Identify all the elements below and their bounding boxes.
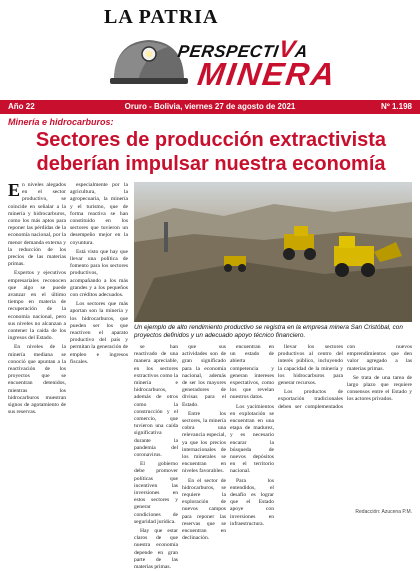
mining-scene-illustration: [134, 182, 412, 322]
paragraph: En niveles de la minería mediana se conoció que apuntan a la reactivación de los proyectos que se encuentran detenidos, mientras los hidrocarburos muestran signos de agotamiento de sus reservas.: [8, 344, 66, 416]
paragraph: En el sector de hidrocarburos, se requiere la exploración de nuevos campos para reponer las reservas que se encuentran en declinación.: [182, 477, 226, 542]
paragraph: que sus actividades son de gran significado para la economía nacional, además de ser los mayores generadores de divisas para el Estado.: [182, 344, 226, 408]
paragraph: n niveles alegados en el sector productivo, se coincide en señalar a la minería y hidrocarburos, como los más aptos para reponer las pérdidas de la economía nacional, por la menor demanda externa y la reducción de los precios de las materias primas.: [8, 182, 66, 268]
paragraph: El gobierno debe promover políticas que incentiven las inversiones en estos sectores y generar condiciones de seguridad jurídica.: [134, 461, 178, 525]
article-column-5: [230, 344, 274, 527]
photo-caption: Un ejemplo de alto rendimiento productivo se registra en la empresa minera San Cristóbal, con proyectos definidos y un adecuado apoyo técnico financiero.: [134, 324, 403, 339]
paragraph: Entre los sectores, la minería cobra una relevancia especial, ya que los precios internacionales de los minerales se encuentran en niveles favorables.: [182, 410, 226, 475]
paragraph: Para los entendidos, el desafío es lograr que el Estado apoye con inversiones en infraestructura.: [230, 477, 274, 527]
paragraph: se han reactivado de una manera apreciable, en los sectores extractivos como la minería e hidrocarburos, además de otros como la construcción y el comercio, que tuvieron una caída significativa durante la pandemia del coronavirus.: [134, 344, 178, 459]
article-column-6: [278, 344, 412, 504]
paragraph: Los productos de exportación tradicionales deben ser complementados con nuevos emprendimientos que den valor agregado a las materias primas.: [278, 344, 412, 410]
paragraph: Los sectores que más aportan son la minería y los hidrocarburos, que pueden ser los que reactiven el aparato productivo del país y permitan la generación de empleo e ingresos fiscales.: [70, 301, 128, 365]
paragraph: llevar los sectores productivos al centro del interés público, incluyendo la capacidad de la minería y los hidrocarburos para generar recursos.: [278, 344, 343, 387]
paragraph: Está visto que hay que llevar una política de fomento para los sectores productivos, acompañando a los más grandes y a los pequeños con créditos adecuados.: [70, 248, 128, 299]
paragraph: Expertos y ejecutivos empresariales reconocen que algo se puede avanzar en el último tiempo en materia de recuperación de la economía nacional, pero sus niveles no alcanzan a contener la caída de los ingresos del Estado.: [8, 270, 66, 342]
supplement-title-bottom: MINERA: [195, 56, 339, 92]
dropcap: E: [8, 180, 21, 200]
paragraph: Los yacimientos en explotación se encuentran en una etapa de madurez, y es necesario encarar la búsqueda de nuevos depósitos en el territorio nacional.: [230, 403, 274, 475]
supplement-title-top: PERSPECTIVA: [176, 36, 310, 63]
article-column-2: [70, 182, 128, 514]
place-date: Oruro - Bolivia, viernes 27 de agosto de 2021: [124, 102, 296, 111]
dateline-bar: [0, 100, 420, 114]
byline: Redacción: Azucena P.M.: [355, 509, 412, 515]
article-column-1: [8, 182, 66, 514]
paragraph: especialmente por la agricultura, la agropecuaria, la minería y el turismo, que de forma reactiva se han constituido en los sectores que tuvieron un desempeño mejor en la coyuntura.: [70, 182, 128, 246]
paragraph: Se trata de una tarea de largo plazo que requiere consensos entre el Estado y los actores privados.: [347, 374, 412, 403]
article-column-4: [182, 344, 226, 542]
mining-site-photo: [134, 182, 412, 322]
article-kicker: Minería e hidrocarburos:: [8, 117, 114, 127]
year-label: Año 22: [8, 102, 35, 111]
paragraph: Hay que estar claros de que nuestra economía depende en gran parte de las materias primas.: [134, 528, 178, 571]
article-column-3: [134, 344, 178, 571]
paragraph: encuentran en un estado de abierta competencia y generan intereses expectativos, como los que revelan nuestros datos.: [230, 344, 274, 401]
masthead: [0, 0, 420, 98]
article-headline: Sectores de producción extractivista deberían impulsar nuestra economía: [35, 129, 387, 175]
newspaper-brand: LA PATRIA: [104, 6, 219, 28]
issue-number: Nº 1.198: [381, 102, 412, 111]
supplement-title: [178, 36, 378, 94]
